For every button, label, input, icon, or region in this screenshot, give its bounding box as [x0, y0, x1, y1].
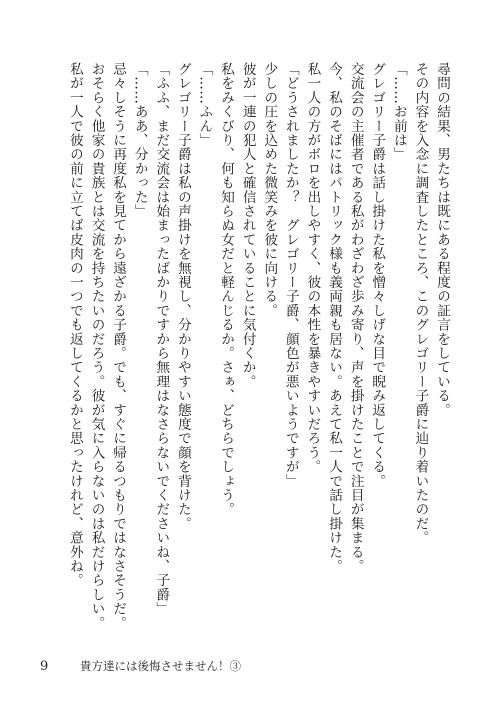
text-line: 私をみくびり、何も知らぬ女だと軽んじるか。さぁ、どちらでしょう。: [218, 62, 235, 517]
text-line: 「……ああ、分かった」: [131, 62, 148, 219]
text-line: 尋問の結果、男たちは既にある程度の証言をしている。: [434, 62, 450, 417]
text-line: 「ふふ、まだ交流会は始まったばかりですから無理はなさらないでくださいね、子爵」: [153, 62, 170, 616]
text-line: おそらく他家の貴族とは交流を持ちたいのだろう。彼が気に入らないのは私だけらしい。: [88, 62, 105, 630]
text-line: グレゴリー子爵は私の声掛けを無視し、分かりやすい態度で顔を背けた。: [174, 62, 191, 531]
body-text: [32, 62, 452, 630]
text-line: グレゴリー子爵は話し掛けた私を憎々しげな目で睨み返してくる。: [369, 62, 386, 488]
text-line: 「どうされましたか？ グレゴリー子爵、顔色が悪いようですが」: [282, 62, 299, 488]
page-footer: [40, 658, 241, 674]
book-title: 貴方達には後悔させません！③: [79, 659, 241, 673]
text-line: 彼が一連の犯人と確信されていることに気付くか。: [239, 62, 256, 389]
text-line: 忌々しそうに再度私を見てから遠ざかる子爵。でも、すぐに帰るつもりではなさそうだ。: [110, 62, 127, 630]
text-line: 私が一人で彼の前に立てば皮肉の一つでも返してくるかと思ったけれど、意外ね。: [66, 62, 83, 588]
text-line: 少しの圧を込めた微笑みを彼に向ける。: [261, 62, 278, 318]
text-line: その内容を入念に調査したところ、このグレゴリー子爵に辿り着いたのだ。: [412, 62, 429, 545]
page-number: 9: [40, 659, 49, 674]
text-line: 交流会の主催者である私がわざわざ歩み寄り、声を掛けたことで注目が集まる。: [347, 62, 364, 574]
text-line: 私一人の方がボロを出しやすく、彼の本性を暴きやすいだろう。: [304, 62, 321, 474]
text-line: 「……お前は」: [390, 62, 407, 162]
text-line: 「……ふん」: [196, 62, 213, 148]
text-line: 今、私のそばにはパトリック様も義両親も居ない。あえて私一人で話し掛けた。: [326, 62, 343, 574]
